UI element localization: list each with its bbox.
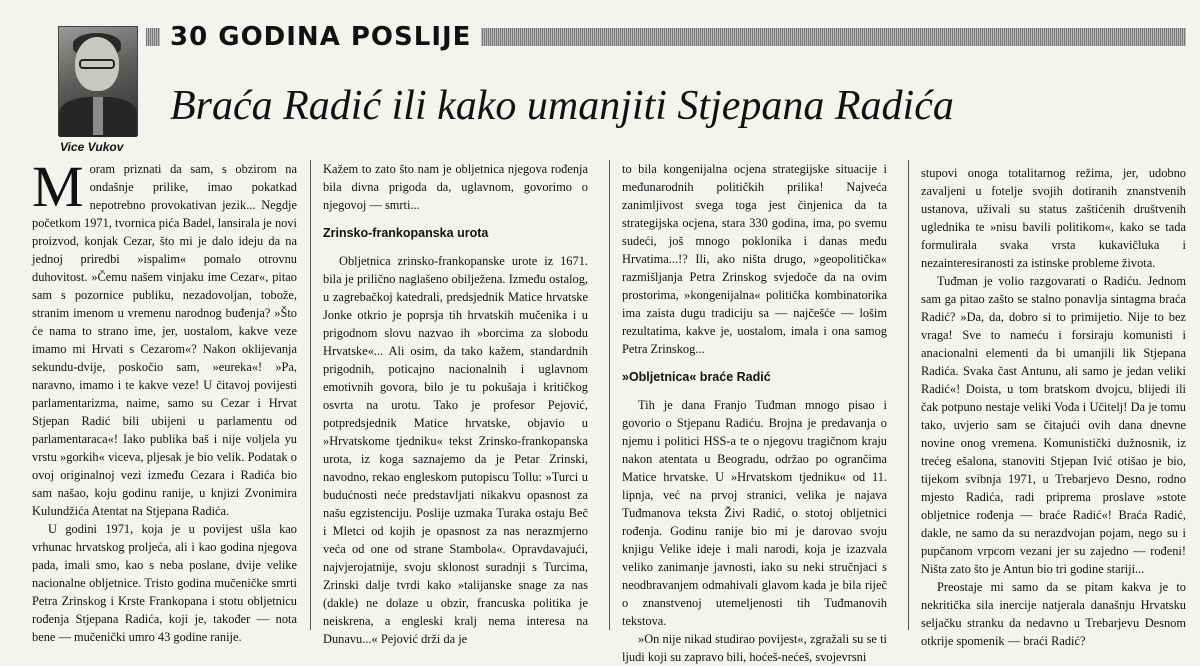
column-4 xyxy=(921,164,1186,650)
column-rule xyxy=(609,160,610,630)
column-3 xyxy=(622,160,887,666)
subheading: »Obljetnica« braće Radić xyxy=(622,370,771,384)
paragraph: »On nije nikad studirao povijest«, zgražali su se ti ljudi koji su zapravo bili, hoćeš-nećeš, svojevrsni xyxy=(622,632,887,664)
paragraph: to bila kongenijalna ocjena strategijske situacije i međunarodnih političkih prilika! Najveća zanimljivost svega toga jest činjenica da ta strategijska ocjena, stara 330 godina, ima, po svemu sudeći, još mnogo poklonika i danas među Hrvatima...!? Ili, ako ništa drugo, »geopolitička« razmišljanja Petra Zrinskog svjedoče da na ovim prostorima, »kongenijalna« politička kombinatorika ima zaista dugu tradiciju sa — najčešće — lošim rezultatima, kakve je, uostalom, imala i ona samog Petra Zrinskog... xyxy=(622,162,887,356)
author-photo xyxy=(58,26,138,136)
paragraph: U godini 1971, koja je u povijest ušla kao vrhunac hrvatskog proljeća, ali i kao godina njegova pada, imali smo, kao s neba poslane, dvije velike nacionalne obljetnice. Tristo godina mučeničke smrti Petra Zrinskog i Krste Frankopana i stotu obljetnicu rođenja Stjepana Radića, koji je, također — nota bene — mučenički umro 43 godine ranije. xyxy=(32,522,297,644)
drop-cap: M xyxy=(32,154,84,219)
paragraph: Tih je dana Franjo Tuđman mnogo pisao i govorio o Stjepanu Radiću. Brojna je predavanja o njemu i politici HSS-a te o njegovu tragičnom kraju nakon atentata u Beogradu, održao po ogrančima Matice hrvatske. U »Hrvatskom tjedniku« od 11. lipnja, već na prvoj stranici, velika je najava Tuđmanova teksta Živi Radić, o stotoj obljetnici rođenja. Godinu ranije bio mi je darovao svoju knjigu Velike ideje i mali narodi, koja je izazvala veliko zanimanje javnosti, iako su neki stručnjaci s neodbravanjem odmahivali glavom kada je bila riječ o znanstvenoj utemeljenosti tih Tuđmanovih tekstova. xyxy=(622,398,887,628)
paragraph: Tuđman je volio razgovarati o Radiću. Jednom sam ga pitao zašto se stalno ponavlja sintagma braća Radić? »Da, da, dobro si to primijetio. Nije to bez vraga! Sve to nameću i forsiraju komunisti i anacionalni elementi da bi umanjili lik Stjepana Radića. Svaka čast Antunu, ali samo je jedan veliki Radić«! Doista, u tom bratskom dvojcu, blijedi ili čak potpuno nestaje veliki Vođa i Učitelj! Da je tomu tako, uvjerio sam se čitajući ovih dana dnevne novine onog vremena. Komunistički dužnosnik, iz trećeg ešalona, stanoviti Stjepan Ivić otišao je bio, tijekom svibnja 1971, u Trebarjevo Desno, rodno mjesto Radića, radi priprema proslave »stote obljetnice rođenja — braće Radić«! Braća Radić, dakle, ne samo da su nerazdvojan pojam, nego su i pupčanom vrpcom vezani jer su zajedno — rođeni! Ništa zato što je Antun bio tri godine stariji... xyxy=(921,274,1186,576)
column-rule xyxy=(908,160,909,630)
subheading: Zrinsko-frankopanska urota xyxy=(323,226,489,240)
column-2 xyxy=(323,160,588,648)
column-rule xyxy=(310,160,311,630)
author-byline: Vice Vukov xyxy=(60,140,124,154)
paragraph: stupovi onoga totalitarnog režima, jer, udobno zavaljeni u fotelje svojih dotiranih znanstvenih ustanova, uživali su status zaštićenih društvenih uglednika te »nisu bavili politikom«, kako se tada formulirala svaka vrsta kukavičluka i nezainteresiranosti za istinske probleme života. xyxy=(921,166,1186,270)
paragraph: Obljetnica zrinsko-frankopanske urote iz 1671. bila je prilično naglašeno obilježena. Između ostalog, u zagrebačkoj katedrali, predsjednik Matice hrvatske Jonke otkrio je poprsja tih hrvatskih mučenika i u prigodnom slovu nazvao ih »borcima za slobodu Hrvatske«... Ali osim, da tako kažem, standardnih prigodnih, poticajno nacionalnih i uglavnom emotivnih govora, bilo je tu pokušaja i kritičkog osvrta na urotu. Tako je profesor Pejović, potpredsjednik Matice hrvatske, objavio u »Hrvatskome tjedniku« tekst Zrinsko-frankopanska urota, iz koga saznajemo da je Petar Zrinski, navodno, rekao engleskom putopiscu Tollu: »Turci u budućnosti neće predstavljati nikakvu opasnost za našu egzistenciju. Poslije uzmaka Turaka ostaju Beč i Mletci od kojih je opasnost za nas nerazmjerno veća od one od strane Stambola«. Opravdavajući, najvjerojatnije, svoju sklonost suradnji s Turcima, Zrinski dalje tvrdi kako »talijanske snage za nas (dakle) ne dolaze u obzir, francuska politika je neiskrena, a engleski kralj nema interesa na Dunavu...« Pejović drži da je xyxy=(323,254,588,646)
paragraph: Moram priznati da sam, s obzirom na ondašnje prilike, imao pokatkad nepotrebno provokativan jezik... Negdje početkom 1971, tvornica pića Badel, lansirala je novi proizvod, konjak Cezar, što mi je dalo ideju da na jednoj priredbi »ispalim« pomalo otrovnu duhovitost. »Čemu našem vinjaku ime Cezar«, pitao sam s pozornice publiku, nezadovoljan, tobože, stranim imenom u vremenu narodnog buđenja? »Što će nama to strano ime, jer, uostalom, kakve veze imamo mi Hrvati s Cezarom«? Nakon oklijevanja sekundu-dvije, poskočio sam, »eureka«! »Pa, naravno, imamo i te kakve veze! U čitavoj povijesti parlamentarizma, naime, samo su Cezar i Hrvat Stjepan Radić bili ubijeni u parlamentu od parlamentaraca«! Iako publika baš i nije voljela yu vrstu »gorkih« viceva, pljesak je bio velik. Podatak o ovoj originalnoj vezi između Cezara i Radića bio sam našao, koju godinu ranije, u knjizi Zvonimira Kulundžića Atentat na Stjepana Radića. xyxy=(32,154,297,518)
column-1 xyxy=(32,154,297,646)
paragraph: Kažem to zato što nam je obljetnica njegova rođenja bila divna prigoda da, uglavnom, govorimo o njegovoj — smrti... xyxy=(323,162,588,212)
section-header xyxy=(146,24,1186,52)
section-title: 30 GODINA POSLIJE xyxy=(160,22,481,52)
paragraph: Preostaje mi samo da se pitam kakva je to nekritička sila inercije natjerala današnju Hrvatsku seljačku stranku da nedavno u Trebarjevu Desnom otkrije spomenik — braći Radić? xyxy=(921,580,1186,648)
article-headline: Braća Radić ili kako umanjiti Stjepana Radića xyxy=(170,83,954,129)
